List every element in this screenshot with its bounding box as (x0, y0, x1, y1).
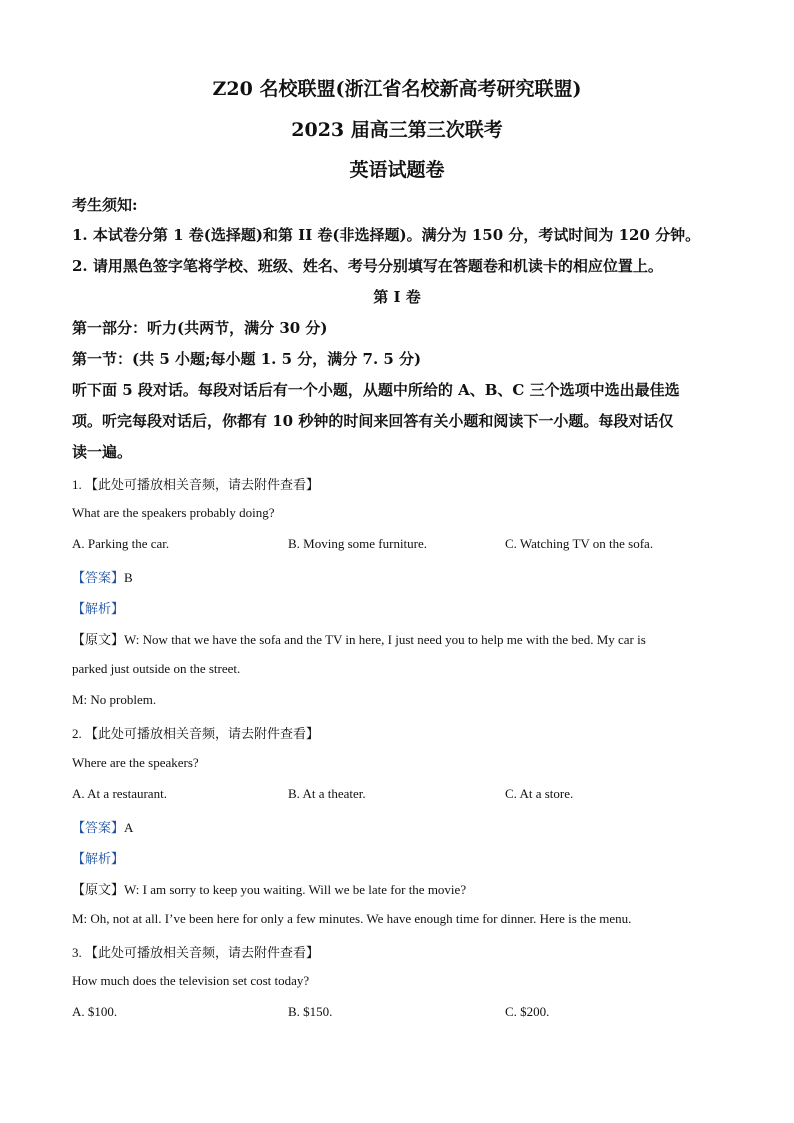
q1-option-c: C. Watching TV on the sofa. (505, 536, 654, 551)
q1-analysis-label: 【解析】 (72, 601, 125, 616)
notice-item-2: 2. 请用黑色签字笔将学校、班级、姓名、考号分别填写在答题卷和机读卡的相应位置上。 (72, 257, 663, 275)
q1-transcript-line-1 (72, 629, 646, 648)
part-heading: 第一部分：听力(共两节，满分 30 分) (72, 319, 328, 337)
q2-answer (72, 817, 133, 836)
instructions-line-1: 听下面 5 段对话。每段对话后有一个小题，从题中所给的 A、B、C 三个选项中选出最佳选 (72, 381, 680, 399)
q1-transcript-line-3: M: No problem. (72, 692, 157, 707)
instructions-line-3: 读一遍。 (72, 443, 133, 461)
section-heading: 第一节：(共 5 小题;每小题 1. 5 分，满分 7. 5 分) (72, 350, 422, 368)
answer-value: B (124, 570, 133, 585)
q3-option-c: C. $200. (505, 1004, 550, 1019)
notice-heading: 考生须知: (72, 196, 138, 214)
instructions-line-2: 项。听完每段对话后，你都有 10 秒钟的时间来回答有关小题和阅读下一小题。每段对话仅 (72, 412, 674, 430)
answer-value: A (124, 820, 134, 835)
exam-subject: 英语试题卷 (349, 159, 445, 181)
q3-audio-note[interactable]: 3. 【此处可播放相关音频，请去附件查看】 (72, 945, 320, 960)
transcript-label: 【原文】 (72, 632, 125, 647)
q2-question: Where are the speakers? (72, 755, 199, 770)
q2-transcript-line-1 (72, 879, 466, 898)
q1-answer (72, 567, 133, 586)
answer-label: 【答案】 (72, 570, 125, 585)
q1-option-b: B. Moving some furniture. (288, 536, 428, 551)
q1-option-a: A. Parking the car. (72, 536, 170, 551)
transcript-text: W: Now that we have the sofa and the TV in here, I just need you to help me with the bed. My car is (124, 632, 646, 647)
transcript-label: 【原文】 (72, 882, 125, 897)
q2-transcript-line-2: M: Oh, not at all. I’ve been here for only a few minutes. We have enough time for dinner. Here is the menu. (72, 911, 632, 926)
q1-audio-note[interactable]: 1. 【此处可播放相关音频，请去附件查看】 (72, 477, 320, 492)
q3-option-a: A. $100. (72, 1004, 118, 1019)
notice-item-1: 1. 本试卷分第 1 卷(选择题)和第 II 卷(非选择题)。满分为 150 分，考试时间为 120 分钟。 (72, 226, 701, 244)
q3-question: How much does the television set cost today? (72, 973, 310, 988)
volume-heading: 第 I 卷 (373, 288, 421, 306)
q2-analysis-label: 【解析】 (72, 851, 125, 866)
q2-audio-note[interactable]: 2. 【此处可播放相关音频，请去附件查看】 (72, 726, 320, 741)
q2-option-b: B. At a theater. (288, 786, 366, 801)
transcript-text: W: I am sorry to keep you waiting. Will we be late for the movie? (124, 882, 467, 897)
q2-option-a: A. At a restaurant. (72, 786, 167, 801)
answer-label: 【答案】 (72, 820, 125, 835)
q1-question: What are the speakers probably doing? (72, 505, 275, 520)
q2-option-c: C. At a store. (505, 786, 574, 801)
q1-transcript-line-2: parked just outside on the street. (72, 661, 241, 676)
q3-option-b: B. $150. (288, 1004, 333, 1019)
exam-subtitle: 2023 届高三第三次联考 (291, 119, 503, 141)
exam-title: Z20 名校联盟(浙江省名校新高考研究联盟) (212, 78, 582, 100)
